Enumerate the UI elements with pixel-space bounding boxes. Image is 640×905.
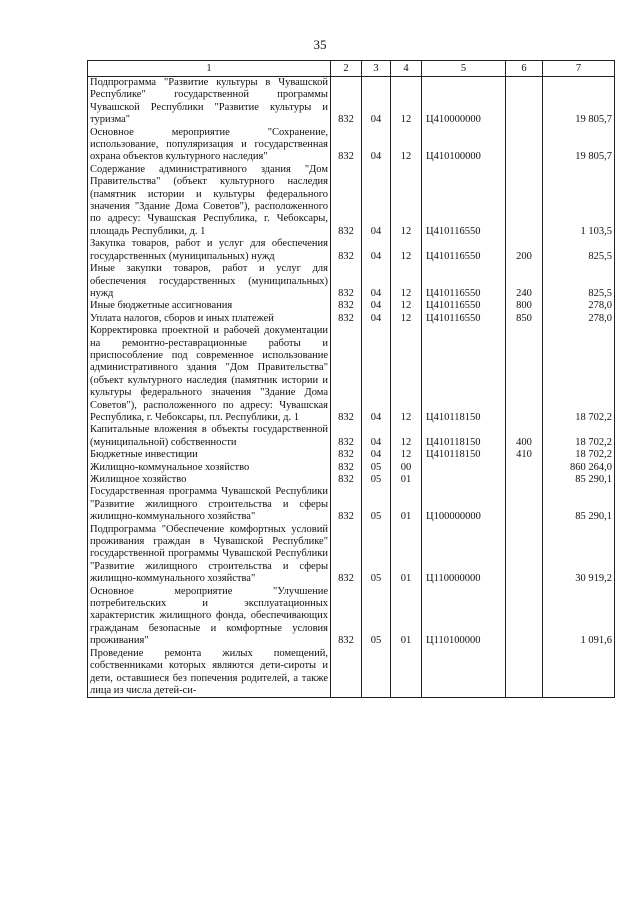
table-body	[88, 77, 615, 698]
subsection-code: 12	[391, 449, 422, 461]
column-header: 2	[331, 61, 362, 77]
amount: 860 264,0	[543, 462, 615, 474]
section-code: 04	[362, 263, 391, 300]
table-row	[88, 524, 615, 586]
ministry-code: 832	[331, 474, 362, 486]
amount: 85 290,1	[543, 486, 615, 523]
table-row	[88, 474, 615, 486]
subsection-code: 01	[391, 524, 422, 586]
expense-type-code	[506, 648, 543, 698]
row-name: Основное мероприятие "Улучшение потребительских и эксплуатационных характеристик жилищного фонда, обеспечивающих гражданам безопасные и комфортные условия проживания"	[88, 586, 331, 648]
amount: 278,0	[543, 313, 615, 325]
table-row	[88, 325, 615, 424]
section-code: 04	[362, 77, 391, 127]
target-article-code: Ц410116550	[422, 164, 506, 238]
section-code: 04	[362, 325, 391, 424]
expense-type-code: 240	[506, 263, 543, 300]
expense-type-code: 410	[506, 449, 543, 461]
expense-type-code	[506, 474, 543, 486]
expense-type-code	[506, 127, 543, 164]
subsection-code: 12	[391, 424, 422, 449]
expense-type-code	[506, 486, 543, 523]
section-code: 05	[362, 474, 391, 486]
ministry-code: 832	[331, 325, 362, 424]
table-row	[88, 486, 615, 523]
row-name: Капитальные вложения в объекты государственной (муниципальной) собственности	[88, 424, 331, 449]
table-row	[88, 424, 615, 449]
table-row	[88, 300, 615, 312]
ministry-code: 832	[331, 238, 362, 263]
table-row	[88, 313, 615, 325]
target-article-code	[422, 474, 506, 486]
section-code: 05	[362, 586, 391, 648]
row-name: Подпрограмма "Обеспечение комфортных условий проживания граждан в Чувашской Республике" государственной программы Чувашской Республики "Развитие жилищного строительства и сферы жилищно-коммунального хозяйства"	[88, 524, 331, 586]
amount: 18 702,2	[543, 449, 615, 461]
row-name: Основное мероприятие "Сохранение, использование, популяризация и государственная охрана объектов культурного наследия"	[88, 127, 331, 164]
ministry-code: 832	[331, 263, 362, 300]
section-code: 05	[362, 524, 391, 586]
target-article-code: Ц110000000	[422, 524, 506, 586]
subsection-code: 00	[391, 462, 422, 474]
ministry-code: 832	[331, 524, 362, 586]
target-article-code: Ц410116550	[422, 263, 506, 300]
ministry-code	[331, 648, 362, 698]
table-row	[88, 449, 615, 461]
target-article-code: Ц100000000	[422, 486, 506, 523]
subsection-code: 12	[391, 127, 422, 164]
expense-type-code	[506, 164, 543, 238]
target-article-code	[422, 462, 506, 474]
amount	[543, 648, 615, 698]
amount: 30 919,2	[543, 524, 615, 586]
row-name: Государственная программа Чувашской Республики "Развитие жилищного строительства и сферы жилищно-коммунального хозяйства"	[88, 486, 331, 523]
expense-type-code	[506, 77, 543, 127]
expense-type-code: 200	[506, 238, 543, 263]
table-row	[88, 238, 615, 263]
row-name: Иные закупки товаров, работ и услуг для обеспечения государственных (муниципальных) нужд	[88, 263, 331, 300]
ministry-code: 832	[331, 486, 362, 523]
row-name: Содержание административного здания "Дом Правительства" (объект культурного наследия (памятник истории и культуры федерального значения "Здание Дома Советов"), расположенного по адресу: Чувашская Республика, г. Чебоксары, площадь Республики, д. 1	[88, 164, 331, 238]
subsection-code: 12	[391, 238, 422, 263]
subsection-code: 12	[391, 164, 422, 238]
amount: 18 702,2	[543, 325, 615, 424]
row-name: Жилищно-коммунальное хозяйство	[88, 462, 331, 474]
amount: 18 702,2	[543, 424, 615, 449]
target-article-code	[422, 648, 506, 698]
amount: 19 805,7	[543, 127, 615, 164]
amount: 19 805,7	[543, 77, 615, 127]
column-header: 6	[506, 61, 543, 77]
section-code: 04	[362, 424, 391, 449]
amount: 1 103,5	[543, 164, 615, 238]
page-number: 35	[313, 37, 327, 52]
target-article-code: Ц410116550	[422, 300, 506, 312]
subsection-code: 01	[391, 474, 422, 486]
expense-type-code: 800	[506, 300, 543, 312]
target-article-code: Ц410118150	[422, 325, 506, 424]
ministry-code: 832	[331, 300, 362, 312]
expense-type-code: 400	[506, 424, 543, 449]
section-code: 04	[362, 238, 391, 263]
table-row	[88, 127, 615, 164]
subsection-code	[391, 648, 422, 698]
target-article-code: Ц410116550	[422, 313, 506, 325]
target-article-code: Ц410116550	[422, 238, 506, 263]
subsection-code: 01	[391, 486, 422, 523]
row-name: Закупка товаров, работ и услуг для обеспечения государственных (муниципальных) нужд	[88, 238, 331, 263]
row-name: Корректировка проектной и рабочей документации на ремонтно-реставрационные работы и приспособление под современное использование административного здания "Дом Правительства" (объект культурного наследия (памятник истории и культуры федерального значения "Здание Дома Советов"), расположенного по адресу: Чувашская Республика, г. Чебоксары, пл. Республики, д. 1	[88, 325, 331, 424]
amount: 278,0	[543, 300, 615, 312]
table-row	[88, 462, 615, 474]
target-article-code: Ц410000000	[422, 77, 506, 127]
amount: 825,5	[543, 263, 615, 300]
section-code	[362, 648, 391, 698]
target-article-code: Ц410100000	[422, 127, 506, 164]
row-name: Проведение ремонта жилых помещений, собственниками которых являются дети-сироты и дети, оставшиеся без попечения родителей, а также лица из числа детей-си-	[88, 648, 331, 698]
target-article-code: Ц110100000	[422, 586, 506, 648]
section-code: 05	[362, 462, 391, 474]
table-row	[88, 164, 615, 238]
section-code: 04	[362, 313, 391, 325]
amount: 825,5	[543, 238, 615, 263]
table-row	[88, 77, 615, 127]
subsection-code: 01	[391, 586, 422, 648]
ministry-code: 832	[331, 449, 362, 461]
subsection-code: 12	[391, 300, 422, 312]
row-name: Иные бюджетные ассигнования	[88, 300, 331, 312]
subsection-code: 12	[391, 77, 422, 127]
row-name: Подпрограмма "Развитие культуры в Чувашской Республике" государственной программы Чувашской Республики "Развитие культуры и туризма"	[88, 77, 331, 127]
expense-type-code	[506, 325, 543, 424]
ministry-code: 832	[331, 164, 362, 238]
ministry-code: 832	[331, 77, 362, 127]
column-header: 3	[362, 61, 391, 77]
section-code: 04	[362, 164, 391, 238]
expense-type-code	[506, 462, 543, 474]
expense-type-code	[506, 586, 543, 648]
row-name: Бюджетные инвестиции	[88, 449, 331, 461]
ministry-code: 832	[331, 424, 362, 449]
ministry-code: 832	[331, 313, 362, 325]
target-article-code: Ц410118150	[422, 449, 506, 461]
amount: 85 290,1	[543, 474, 615, 486]
ministry-code: 832	[331, 586, 362, 648]
column-header: 5	[422, 61, 506, 77]
row-name: Жилищное хозяйство	[88, 474, 331, 486]
column-header: 7	[543, 61, 615, 77]
ministry-code: 832	[331, 462, 362, 474]
subsection-code: 12	[391, 325, 422, 424]
subsection-code: 12	[391, 263, 422, 300]
amount: 1 091,6	[543, 586, 615, 648]
section-code: 04	[362, 449, 391, 461]
table-header-row	[88, 61, 615, 77]
budget-table	[87, 60, 615, 698]
subsection-code: 12	[391, 313, 422, 325]
section-code: 05	[362, 486, 391, 523]
expense-type-code: 850	[506, 313, 543, 325]
expense-type-code	[506, 524, 543, 586]
column-header: 4	[391, 61, 422, 77]
column-header: 1	[88, 61, 331, 77]
ministry-code: 832	[331, 127, 362, 164]
table-row	[88, 648, 615, 698]
row-name: Уплата налогов, сборов и иных платежей	[88, 313, 331, 325]
table-row	[88, 263, 615, 300]
section-code: 04	[362, 127, 391, 164]
table-row	[88, 586, 615, 648]
section-code: 04	[362, 300, 391, 312]
target-article-code: Ц410118150	[422, 424, 506, 449]
